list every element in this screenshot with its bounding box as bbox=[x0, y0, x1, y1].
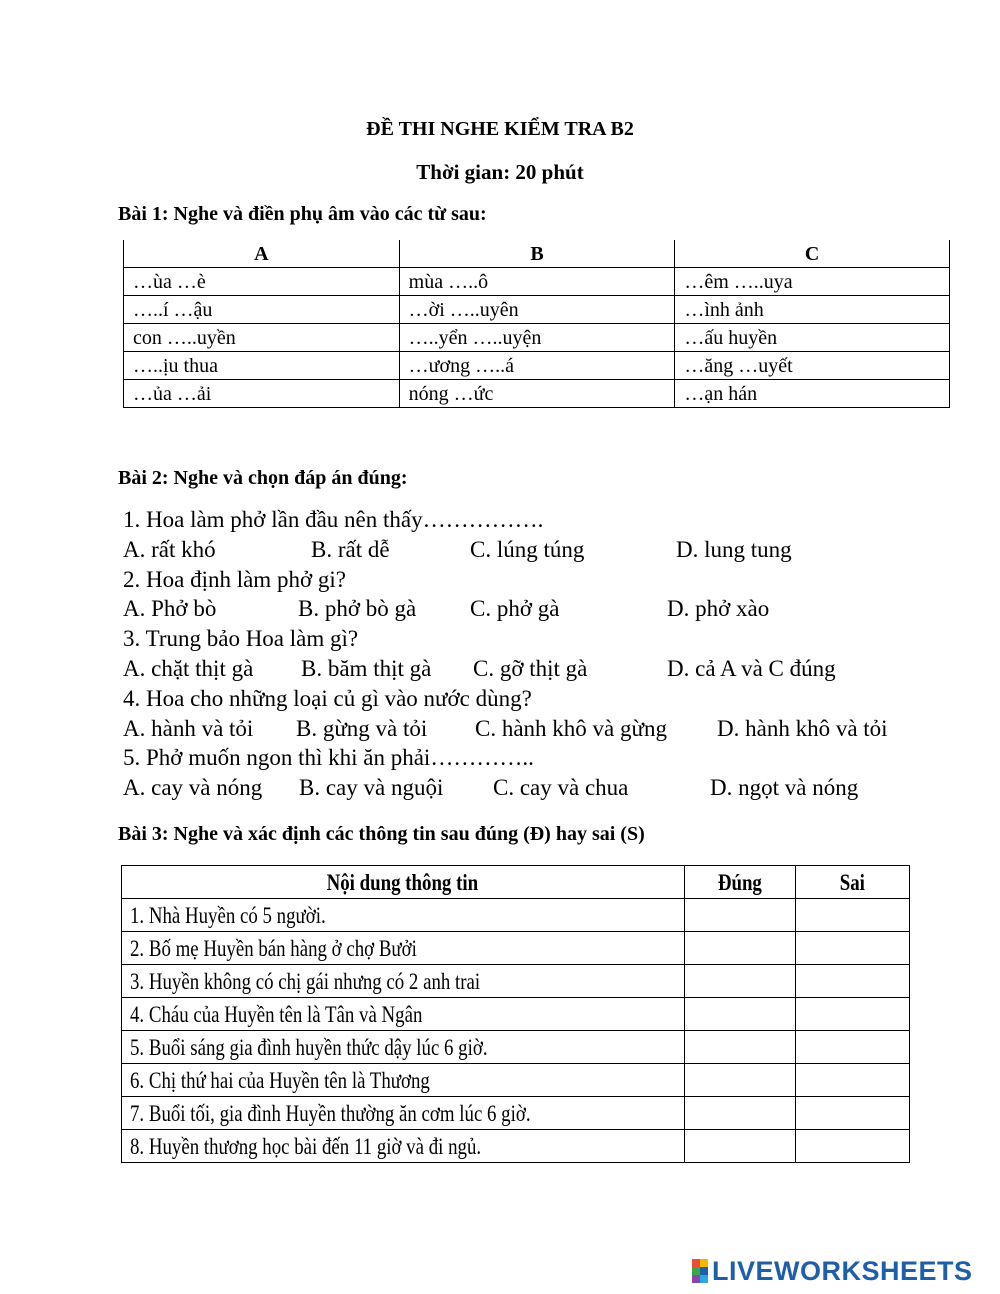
table-cell[interactable]: …ời …..uyên bbox=[399, 296, 675, 324]
table-cell[interactable]: …ấu huyền bbox=[675, 324, 950, 352]
table-cell[interactable]: …ủa …ải bbox=[124, 380, 400, 408]
table-row bbox=[122, 1031, 910, 1064]
false-cell[interactable] bbox=[796, 1130, 910, 1163]
option-c[interactable]: C. gỡ thịt gà bbox=[473, 655, 588, 681]
question-text: 4. Hoa cho những loại củ gì vào nước dùng? bbox=[123, 685, 532, 711]
option-b[interactable]: B. cay và nguội bbox=[299, 775, 444, 801]
false-cell[interactable] bbox=[796, 1031, 910, 1064]
table-row bbox=[122, 998, 910, 1031]
table-cell[interactable]: nóng …ức bbox=[399, 380, 675, 408]
true-cell[interactable] bbox=[684, 1064, 796, 1097]
option-c[interactable]: C. phở gà bbox=[470, 596, 560, 622]
table-cell[interactable]: …ình ảnh bbox=[675, 296, 950, 324]
logo-mark-icon bbox=[692, 1259, 708, 1283]
option-c[interactable]: C. lúng túng bbox=[470, 536, 585, 562]
option-b[interactable]: B. băm thịt gà bbox=[301, 655, 432, 681]
table-row bbox=[124, 352, 950, 380]
option-a[interactable]: A. cay và nóng bbox=[123, 775, 263, 801]
answer-options bbox=[123, 714, 943, 744]
true-cell[interactable] bbox=[684, 899, 796, 932]
multiple-choice-quiz bbox=[123, 505, 943, 803]
liveworksheets-logo[interactable] bbox=[692, 1256, 973, 1286]
table-cell[interactable]: …..í …ậu bbox=[124, 296, 400, 324]
section-3-heading: Bài 3: Nghe và xác định các thông tin sau đúng (Đ) hay sai (S) bbox=[118, 823, 645, 845]
statement-cell: 4. Cháu của Huyền tên là Tân và Ngân bbox=[122, 998, 685, 1031]
option-d[interactable]: D. phở xào bbox=[667, 596, 770, 622]
option-b[interactable]: B. gừng và tỏi bbox=[296, 715, 428, 741]
question-text: 3. Trung bảo Hoa làm gì? bbox=[123, 626, 359, 652]
page-title: ĐỀ THI NGHE KIỂM TRA B2 bbox=[366, 118, 634, 140]
table-row bbox=[124, 324, 950, 352]
table-cell[interactable]: mùa …..ô bbox=[399, 268, 675, 296]
false-cell[interactable] bbox=[796, 965, 910, 998]
column-header: C bbox=[675, 240, 950, 268]
table-cell[interactable]: …êm …..uya bbox=[675, 268, 950, 296]
option-d[interactable]: D. lung tung bbox=[676, 536, 792, 562]
table-header-row bbox=[122, 866, 910, 899]
option-a[interactable]: A. rất khó bbox=[123, 536, 216, 562]
table-cell[interactable]: …ạn hán bbox=[675, 380, 950, 408]
statement-cell: 1. Nhà Huyền có 5 người. bbox=[122, 899, 685, 932]
statement-cell: 5. Buổi sáng gia đình huyền thức dậy lúc 6 giờ. bbox=[122, 1031, 685, 1064]
table-cell[interactable]: …..yển …..uyện bbox=[399, 324, 675, 352]
true-cell[interactable] bbox=[684, 1130, 796, 1163]
column-header-true: Đúng bbox=[684, 866, 796, 899]
option-b[interactable]: B. rất dễ bbox=[311, 536, 390, 562]
column-header: B bbox=[399, 240, 675, 268]
true-cell[interactable] bbox=[684, 1031, 796, 1064]
statement-cell: 7. Buổi tối, gia đình Huyền thường ăn cơm lúc 6 giờ. bbox=[122, 1097, 685, 1130]
false-cell[interactable] bbox=[796, 1064, 910, 1097]
statement-cell: 6. Chị thứ hai của Huyền tên là Thương bbox=[122, 1064, 685, 1097]
table-cell[interactable]: …ăng …uyết bbox=[675, 352, 950, 380]
table-row bbox=[122, 1130, 910, 1163]
table-row bbox=[124, 380, 950, 408]
option-a[interactable]: A. Phở bò bbox=[123, 596, 217, 622]
true-cell[interactable] bbox=[684, 1097, 796, 1130]
question-text: 2. Hoa định làm phở gi? bbox=[123, 566, 346, 592]
true-cell[interactable] bbox=[684, 998, 796, 1031]
false-cell[interactable] bbox=[796, 932, 910, 965]
consonant-table bbox=[123, 240, 950, 408]
table-row bbox=[122, 1097, 910, 1130]
table-row bbox=[122, 932, 910, 965]
column-header-false: Sai bbox=[796, 866, 910, 899]
table-row bbox=[122, 899, 910, 932]
table-row bbox=[122, 1064, 910, 1097]
table-row bbox=[124, 268, 950, 296]
true-cell[interactable] bbox=[684, 932, 796, 965]
statement-cell: 3. Huyền không có chị gái nhưng có 2 anh trai bbox=[122, 965, 685, 998]
option-d[interactable]: D. cả A và C đúng bbox=[667, 655, 836, 681]
table-row bbox=[122, 965, 910, 998]
option-a[interactable]: A. hành và tỏi bbox=[123, 715, 254, 741]
option-c[interactable]: C. cay và chua bbox=[493, 775, 629, 801]
section-2-heading: Bài 2: Nghe và chọn đáp án đúng: bbox=[118, 467, 408, 489]
table-cell[interactable]: con …..uyền bbox=[124, 324, 400, 352]
table-cell[interactable]: …ương …..á bbox=[399, 352, 675, 380]
answer-options bbox=[123, 535, 943, 565]
logo-text: LIVEWORKSHEETS bbox=[712, 1255, 973, 1286]
table-cell[interactable]: …ùa …è bbox=[124, 268, 400, 296]
true-false-table bbox=[121, 865, 910, 1163]
answer-options bbox=[123, 654, 943, 684]
table-cell[interactable]: …..ịu thua bbox=[124, 352, 400, 380]
exam-duration: Thời gian: 20 phút bbox=[416, 160, 584, 184]
answer-options bbox=[123, 773, 943, 803]
false-cell[interactable] bbox=[796, 998, 910, 1031]
question-text: 1. Hoa làm phở lần đầu nên thấy……………. bbox=[123, 507, 544, 532]
option-a[interactable]: A. chặt thịt gà bbox=[123, 655, 254, 681]
true-cell[interactable] bbox=[684, 965, 796, 998]
section-1-heading: Bài 1: Nghe và điền phụ âm vào các từ sau: bbox=[118, 203, 487, 225]
option-b[interactable]: B. phở bò gà bbox=[298, 596, 417, 622]
question-text: 5. Phở muốn ngon thì khi ăn phải………….. bbox=[123, 745, 534, 771]
false-cell[interactable] bbox=[796, 1097, 910, 1130]
table-row bbox=[124, 296, 950, 324]
false-cell[interactable] bbox=[796, 899, 910, 932]
option-d[interactable]: D. hành khô và tỏi bbox=[717, 715, 888, 741]
statement-cell: 2. Bố mẹ Huyền bán hàng ở chợ Bưởi bbox=[122, 932, 685, 965]
column-header-content: Nội dung thông tin bbox=[122, 866, 685, 899]
option-c[interactable]: C. hành khô và gừng bbox=[475, 715, 667, 741]
option-d[interactable]: D. ngọt và nóng bbox=[710, 775, 859, 801]
answer-options bbox=[123, 594, 943, 624]
table-header-row bbox=[124, 240, 950, 268]
statement-cell: 8. Huyền thương học bài đến 11 giờ và đi ngủ. bbox=[122, 1130, 685, 1163]
column-header: A bbox=[124, 240, 400, 268]
